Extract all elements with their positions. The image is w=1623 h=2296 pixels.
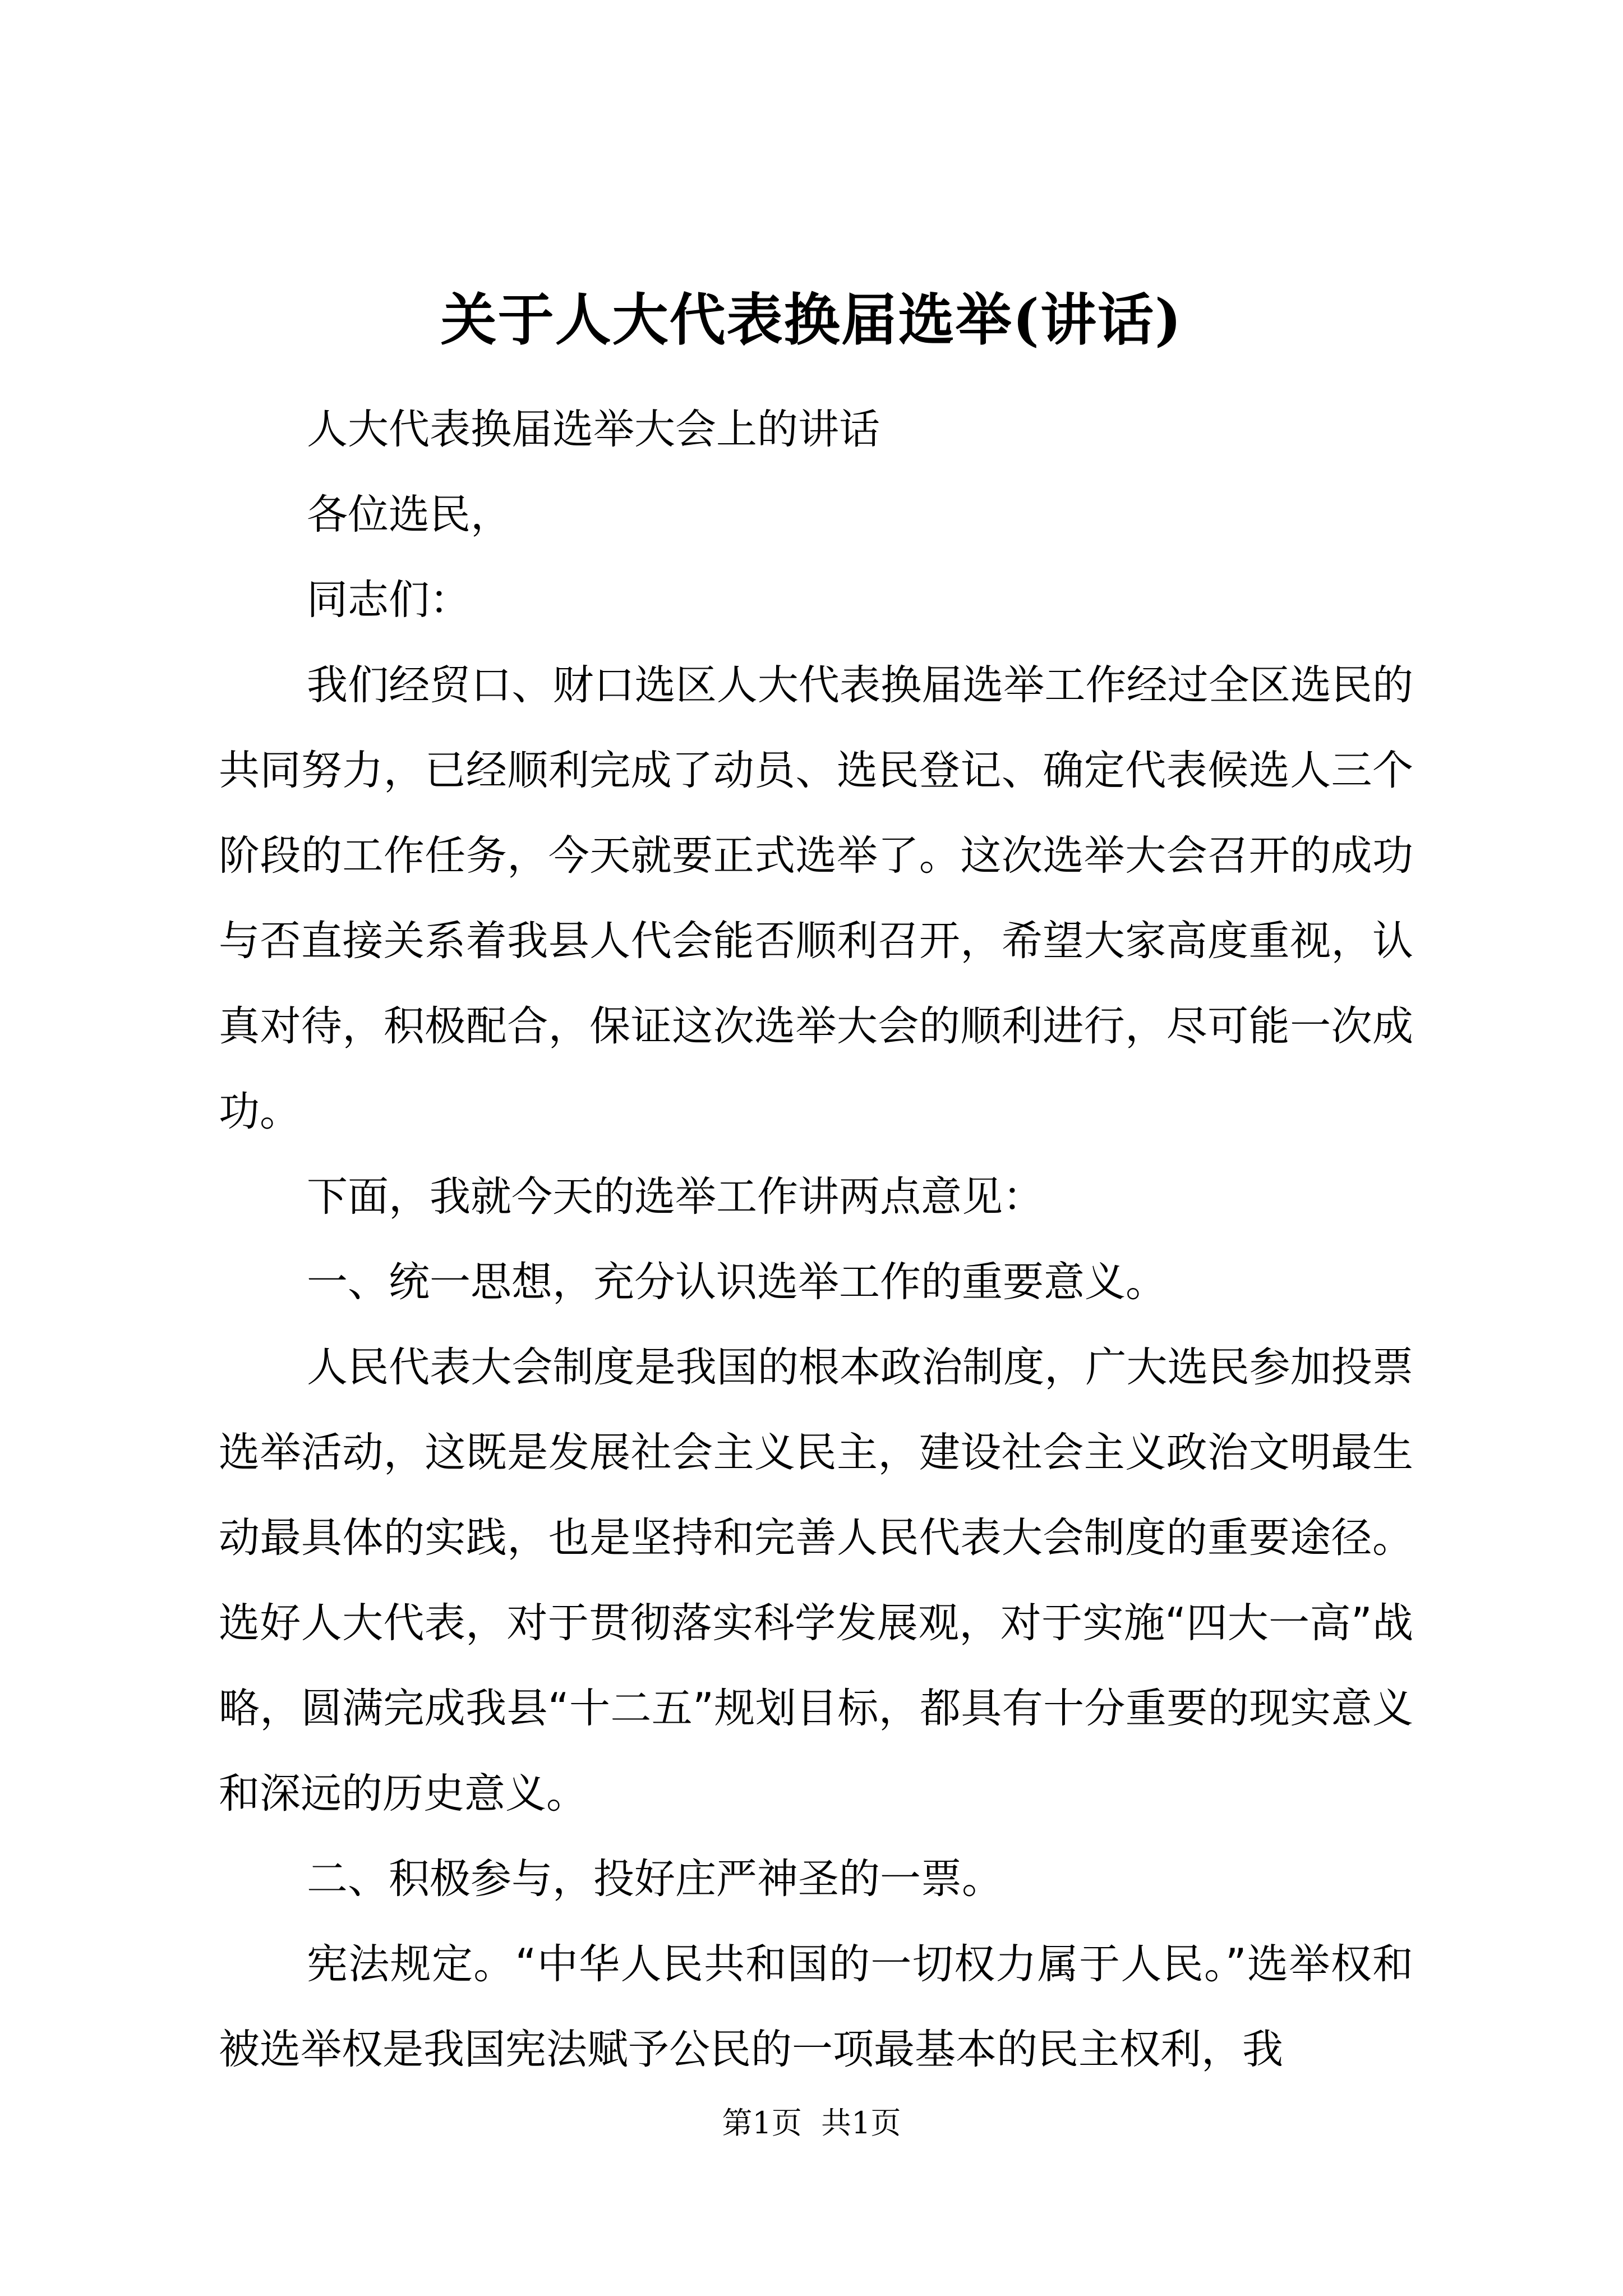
body-paragraph: 人民代表大会制度是我国的根本政治制度，广大选民参加投票选举活动，这既是发展社会主义民主，建设社会主义政治文明最生动最具体的实践，也是坚持和完善人民代表大会制度的重要途径。选好人大代表，对于贯彻落实科学发展观，对于实施“四大一高”战略，圆满完成我县“十二五”规划目标，都具有十分重要的现实意义和深远的历史意义。 bbox=[219, 1343, 1413, 1818]
body-paragraph: 我们经贸口、财口选区人大代表换届选举工作经过全区选民的共同努力，已经顺利完成了动员、选民登记、确定代表候选人三个阶段的工作任务，今天就要正式选举了。这次选举大会召开的成功与否直接关系着我县人代会能否顺利召开，希望大家高度重视，认真对待，积极配合，保证这次选举大会的顺利进行，尽可能一次成功。 bbox=[219, 661, 1413, 1135]
page-number: 1 bbox=[752, 2105, 772, 2141]
salutation-voters: 各位选民， bbox=[307, 491, 511, 539]
page-footer bbox=[0, 2101, 1623, 2146]
body-paragraph: 下面，我就今天的选举工作讲两点意见： bbox=[307, 1173, 1044, 1221]
page-label-prefix: 第 bbox=[722, 2105, 753, 2141]
page-label-suffix: 页 bbox=[870, 2105, 901, 2141]
subtitle-paragraph: 人大代表换届选举大会上的讲话 bbox=[307, 406, 880, 453]
section-heading-1: 一、统一思想，充分认识选举工作的重要意义。 bbox=[307, 1258, 1166, 1306]
document-body bbox=[219, 387, 1413, 2092]
section-heading-2: 二、积极参与，投好庄严神圣的一票。 bbox=[307, 1855, 1003, 1903]
body-paragraph: 宪法规定。“中华人民共和国的一切权力属于人民。”选举权和被选举权是我国宪法赋予公民的一项最基本的民主权利，我 bbox=[219, 1940, 1413, 2073]
salutation-comrades: 同志们： bbox=[307, 576, 471, 624]
document-title: 关于人大代表换届选举(讲话) bbox=[440, 287, 1183, 353]
page-total: 1 bbox=[851, 2105, 871, 2141]
page-label-mid: 页 共 bbox=[771, 2105, 852, 2141]
